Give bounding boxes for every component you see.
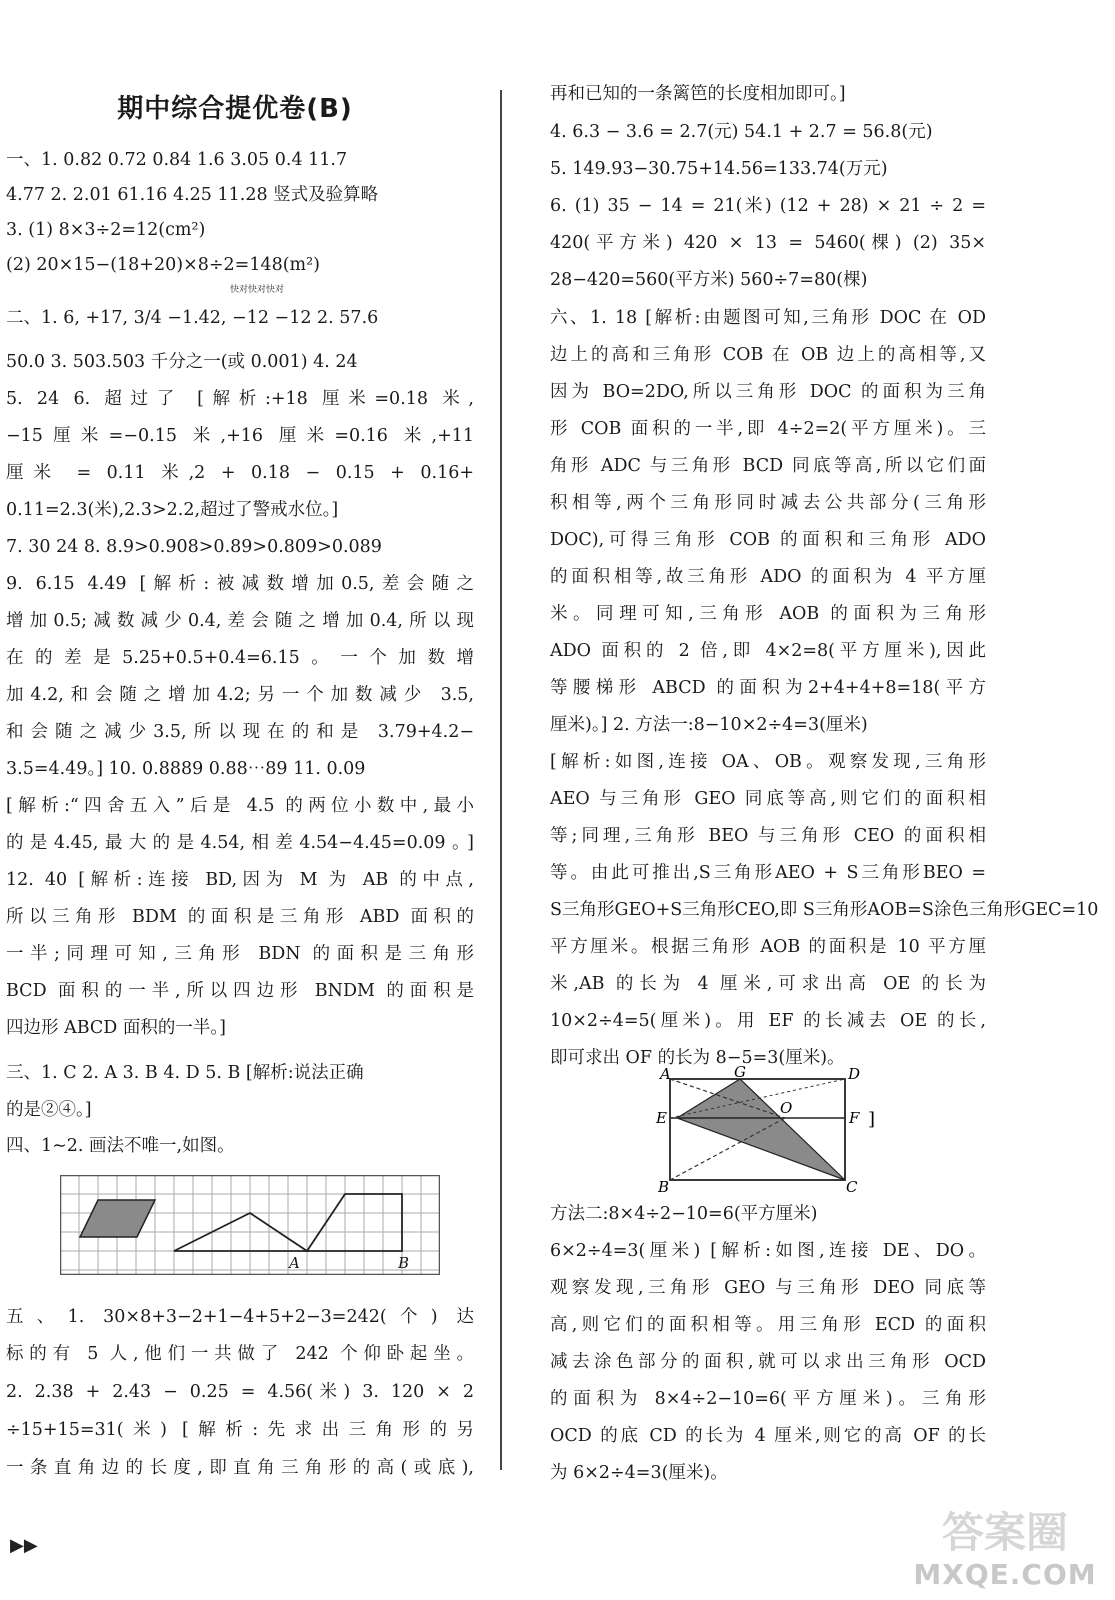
left-text-line: 二、1. 6, +17, 3/4 −1.42, −12 −12 2. 57.6	[6, 308, 379, 328]
grid-label-a: A	[289, 1254, 300, 1272]
right-text-line: 等。由此可推出,S三角形AEO + S三角形BEO =	[550, 863, 986, 883]
rect-label-f: F	[849, 1109, 860, 1127]
right-text-line: 方法二:8×4÷2−10=6(平方厘米)	[550, 1204, 818, 1224]
right-text-line: 的面积相等,故三角形 ADO 的面积为 4 平方厘	[550, 567, 986, 587]
page-arrows: ▶▶	[10, 1535, 38, 1556]
right-text-line: 高,则它们的面积相等。用三角形 ECD 的面积	[550, 1315, 986, 1335]
page-title: 期中综合提优卷(B)	[117, 94, 353, 124]
left-text-line: 和会随之减少3.5,所以现在的和是 3.79+4.2−	[6, 722, 474, 742]
right-text-line: DOC),可得三角形 COB 的面积和三角形 ADO	[550, 530, 986, 550]
right-text-line: 角形 ADC 与三角形 BCD 同底等高,所以它们面	[550, 456, 986, 476]
left-text-line: 2. 2.38 + 2.43 − 0.25 = 4.56(米) 3. 120 × 2	[6, 1382, 474, 1402]
right-text-line: 等腰梯形 ABCD 的面积为2+4+4+8=18(平方	[550, 678, 986, 698]
right-text-line: 5. 149.93−30.75+14.56=133.74(万元)	[550, 159, 888, 179]
right-text-line: 4. 6.3 − 3.6 = 2.7(元) 54.1 + 2.7 = 56.8(元)	[550, 122, 933, 142]
right-text-line: 米,AB 的长为 4 厘米,可求出高 OE 的长为	[550, 974, 986, 994]
right-text-line: 即可求出 OF 的长为 8−5=3(厘米)。	[550, 1048, 845, 1068]
column-divider	[500, 90, 502, 1470]
rect-label-d: D	[848, 1065, 861, 1083]
right-text-line: 6×2÷4=3(厘米) [解析:如图,连接 DE、DO。	[550, 1241, 986, 1261]
left-text-line: 的是4.45,最大的是4.54,相差4.54−4.45=0.09。]	[6, 833, 474, 853]
left-text-line: 一条直角边的长度,即直角三角形的高(或底),	[6, 1458, 474, 1478]
left-text-line: ÷15+15=31(米) [解析:先求出三角形的另	[6, 1420, 474, 1440]
left-text-line: 加4.2,和会随之增加4.2;另一个加数减少 3.5,	[6, 685, 474, 705]
right-text-line: 420(平方米) 420 × 13 = 5460(棵) (2) 35×	[550, 233, 986, 253]
rectangle-geometry-figure	[650, 1065, 885, 1195]
right-text-line: 厘米)。] 2. 方法一:8−10×2÷4=3(厘米)	[550, 715, 868, 735]
rect-label-c: C	[846, 1178, 858, 1195]
left-text-line: 增加0.5;减数减少0.4,差会随之增加0.4,所以现	[6, 611, 474, 631]
left-text-line: (2) 20×15−(18+20)×8÷2=148(m²)	[6, 255, 320, 275]
right-text-line: 六、1. 18 [解析:由题图可知,三角形 DOC 在 OD	[550, 308, 986, 328]
left-text-line: 的是②④。]	[6, 1100, 92, 1120]
left-text-line: 7. 30 24 8. 8.9>0.908>0.89>0.809>0.089	[6, 537, 382, 557]
left-text-line: 0.11=2.3(米),2.3>2.2,超过了警戒水位。]	[6, 500, 339, 520]
parallelogram-shape	[80, 1200, 155, 1237]
right-text-line: 6. (1) 35 − 14 = 21(米) (12 + 28) × 21 ÷ 2 =	[550, 196, 986, 216]
left-text-line: 厘米 = 0.11 米,2 + 0.18 − 0.15 + 0.16+	[6, 463, 474, 483]
left-text-line: 五、1. 30×8+3−2+1−4+5+2−3=242(个) 达	[6, 1307, 474, 1327]
right-text-line: 边上的高和三角形 COB 在 OB 边上的高相等,又	[550, 345, 986, 365]
right-text-line: [解析:如图,连接 OA、OB。观察发现,三角形	[550, 752, 986, 772]
right-text-line: 形 COB 面积的一半,即 4÷2=2(平方厘米)。三	[550, 419, 986, 439]
left-text-line: 4.77 2. 2.01 61.16 4.25 11.28 竖式及验算略	[6, 185, 379, 205]
left-text-line: 5. 24 6. 超过了 [解析:+18 厘米=0.18 米,	[6, 389, 474, 409]
grid-label-b: B	[398, 1254, 410, 1272]
right-text-line: 平方厘米。根据三角形 AOB 的面积是 10 平方厘	[550, 937, 986, 957]
right-text-line: OCD 的底 CD 的长为 4 厘米,则它的高 OF 的长	[550, 1426, 986, 1446]
right-text-line: AEO 与三角形 GEO 同底等高,则它们的面积相	[550, 789, 986, 809]
right-text-line: 米。同理可知,三角形 AOB 的面积为三角形	[550, 604, 986, 624]
left-text-line: 50.0 3. 503.503 千分之一(或 0.001) 4. 24	[6, 352, 358, 372]
left-text-line: 3.5=4.49。] 10. 0.8889 0.88⋯89 11. 0.09	[6, 759, 366, 779]
right-text-line: 等;同理,三角形 BEO 与三角形 CEO 的面积相	[550, 826, 986, 846]
right-text-line: ADO 面积的 2 倍,即 4×2=8(平方厘米),因此	[550, 641, 986, 661]
rect-label-e: E	[656, 1109, 667, 1127]
shaded-triangle	[677, 1079, 845, 1180]
right-text-line: 的面积为 8×4÷2−10=6(平方厘米)。三角形	[550, 1389, 986, 1409]
right-text-line: 因为 BO=2DO,所以三角形 DOC 的面积为三角	[550, 382, 986, 402]
rect-label-a: A	[660, 1065, 671, 1083]
left-text-line: 四、1∼2. 画法不唯一,如图。	[6, 1136, 235, 1156]
left-text-line: 在的差是5.25+0.5+0.4=6.15。一个加数增	[6, 648, 474, 668]
left-text-line: 所以三角形 BDM 的面积是三角形 ABD 面积的	[6, 907, 474, 927]
rect-label-o: O	[780, 1099, 793, 1117]
right-text-line: 观察发现,三角形 GEO 与三角形 DEO 同底等	[550, 1278, 986, 1298]
left-text-line: −15厘米=−0.15 米,+16 厘米=0.16 米,+11	[6, 426, 474, 446]
watermark-logo: 答案圈	[941, 1508, 1068, 1557]
grid-drawing-figure	[60, 1175, 440, 1275]
watermark-url: MXQE.COM	[913, 1558, 1097, 1591]
left-text-line: 12. 40 [解析:连接 BD,因为 M 为 AB 的中点,	[6, 870, 474, 890]
right-text-line: 再和已知的一条篱笆的长度相加即可。]	[550, 84, 846, 104]
right-text-line: S三角形GEO+S三角形CEO,即 S三角形AOB=S涂色三角形GEC=10	[550, 900, 1099, 920]
right-text-line: 积相等,两个三角形同时减去公共部分(三角形	[550, 493, 986, 513]
left-text-line: 三、1. C 2. A 3. B 4. D 5. B [解析:说法正确	[6, 1063, 364, 1083]
left-text-line: 9. 6.15 4.49 [解析:被减数增加0.5,差会随之	[6, 574, 474, 594]
svg-text:]: ]	[868, 1109, 876, 1130]
rect-label-b: B	[658, 1178, 670, 1195]
right-text-line: 10×2÷4=5(厘米)。用 EF 的长减去 OE 的长,	[550, 1011, 986, 1031]
rect-label-g: G	[734, 1065, 746, 1081]
left-text-line: 3. (1) 8×3÷2=12(cm²)	[6, 220, 206, 240]
left-text-line: 一、1. 0.82 0.72 0.84 1.6 3.05 0.4 11.7	[6, 150, 348, 170]
right-text-line: 减去涂色部分的面积,就可以求出三角形 OCD	[550, 1352, 986, 1372]
left-text-line: 标的有 5 人,他们一共做了 242 个仰卧起坐。	[6, 1344, 474, 1364]
right-text-line: 为 6×2÷4=3(厘米)。	[550, 1463, 728, 1483]
left-text-line: 四边形 ABCD 面积的一半。]	[6, 1018, 226, 1038]
left-text-line: 一半;同理可知,三角形 BDN 的面积是三角形	[6, 944, 474, 964]
overlay-stamp: 快对快对快对	[230, 285, 285, 295]
left-text-line: [解析:“四舍五入”后是 4.5 的两位小数中,最小	[6, 796, 474, 816]
trapezoid-shape	[307, 1194, 402, 1251]
left-text-line: BCD 面积的一半,所以四边形 BNDM 的面积是	[6, 981, 474, 1001]
site-watermark	[905, 1500, 1105, 1595]
right-text-line: 28−420=560(平方米) 560÷7=80(棵)	[550, 270, 868, 290]
